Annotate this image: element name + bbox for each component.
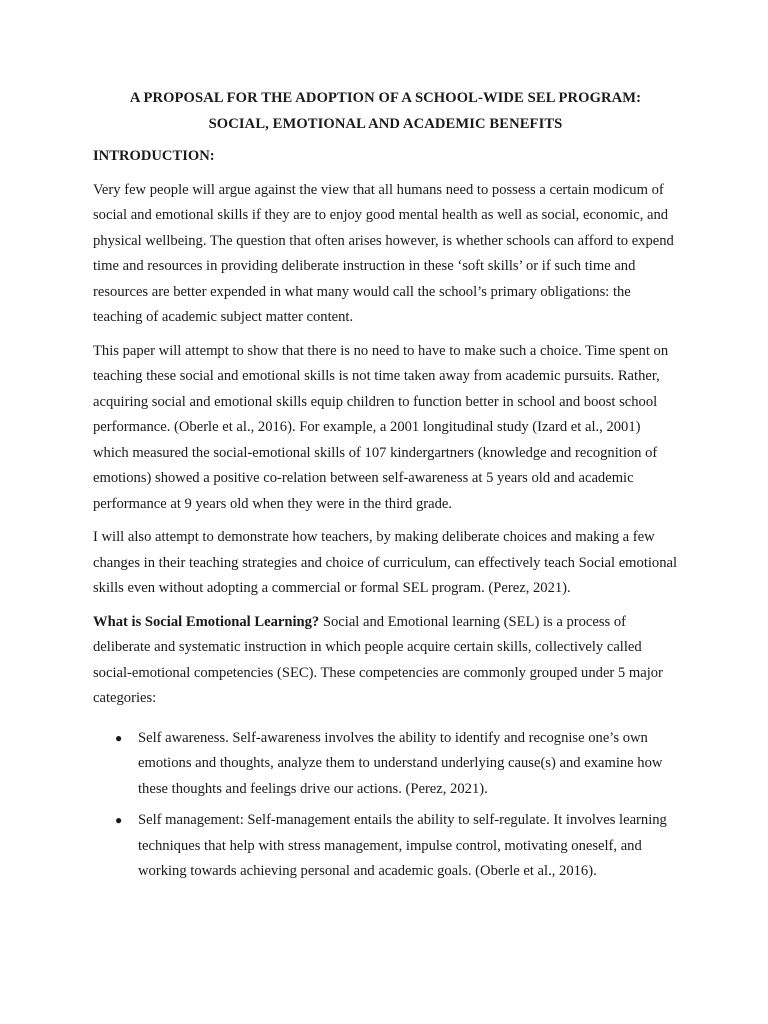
paragraph-2: This paper will attempt to show that there is no need to have to make such a choice. Time spent on teaching these social and emotional skills is not time taken away from academic pursuits. Rather, acquiring social and emotional skills equip children to function better in school and boost school performance. (Oberle et al., 2016). For example, a 2001 longitudinal study (Izard et al., 2001) which measured the social-emotional skills of 107 kindergartners (knowledge and recognition of emotions) showed a positive co-relation between self-awareness at 5 years old and academic performance at 9 years old when they were in the third grade.: [93, 342, 669, 512]
paragraph-1: Very few people will argue against the view that all humans need to possess a certain modicum of social and emotional skills if they are to enjoy good mental health as well as social, economic, and physical wellbeing. The question that often arises however, is whether schools can afford to expend time and resources in providing deliberate instruction in these ‘soft skills’ or if such time and resources are better expended in what many would call the school’s primary obligations: the teaching of academic subject matter content.: [93, 181, 674, 325]
list-item-self-management: [93, 808, 678, 885]
list-item-text: Self awareness. Self-awareness involves the ability to identify and recognise one’s own emotions and thoughts, analyze them to understand underlying cause(s) and examine how these thoughts and feelings drive our actions. (Perez, 2021).: [138, 729, 663, 797]
title-line-1: A PROPOSAL FOR THE ADOPTION OF A SCHOOL-WIDE SEL PROGRAM:: [129, 90, 642, 106]
sel-definition-paragraph: [93, 610, 678, 712]
introduction-heading: INTRODUCTION:: [93, 148, 215, 164]
list-item-self-awareness: [93, 726, 678, 803]
competency-list: [93, 726, 678, 885]
document-body: [93, 86, 678, 891]
list-item-text: Self management: Self-management entails the ability to self-regulate. It involves learning techniques that help with stress management, impulse control, motivating oneself, and working towards achieving personal and academic goals. (Oberle et al., 2016).: [138, 812, 667, 879]
sel-definition-text: Social and Emotional learning (SEL) is a process of deliberate and systematic instruction in which people acquire certain skills, collectively called social-emotional competencies (SEC). These competencies are commonly grouped under 5 major categories:: [93, 613, 663, 706]
paragraph-3: I will also attempt to demonstrate how teachers, by making deliberate choices and making a few changes in their teaching strategies and choice of curriculum, can effectively teach Social emotional skills even without adopting a commercial or formal SEL program. (Perez, 2021).: [93, 529, 678, 596]
title-line-2: SOCIAL, EMOTIONAL AND ACADEMIC BENEFITS: [208, 115, 563, 132]
sel-definition-lead: What is Social Emotional Learning?: [93, 613, 320, 630]
bullet-icon: ●: [115, 730, 123, 745]
bullet-icon: ●: [115, 813, 123, 827]
